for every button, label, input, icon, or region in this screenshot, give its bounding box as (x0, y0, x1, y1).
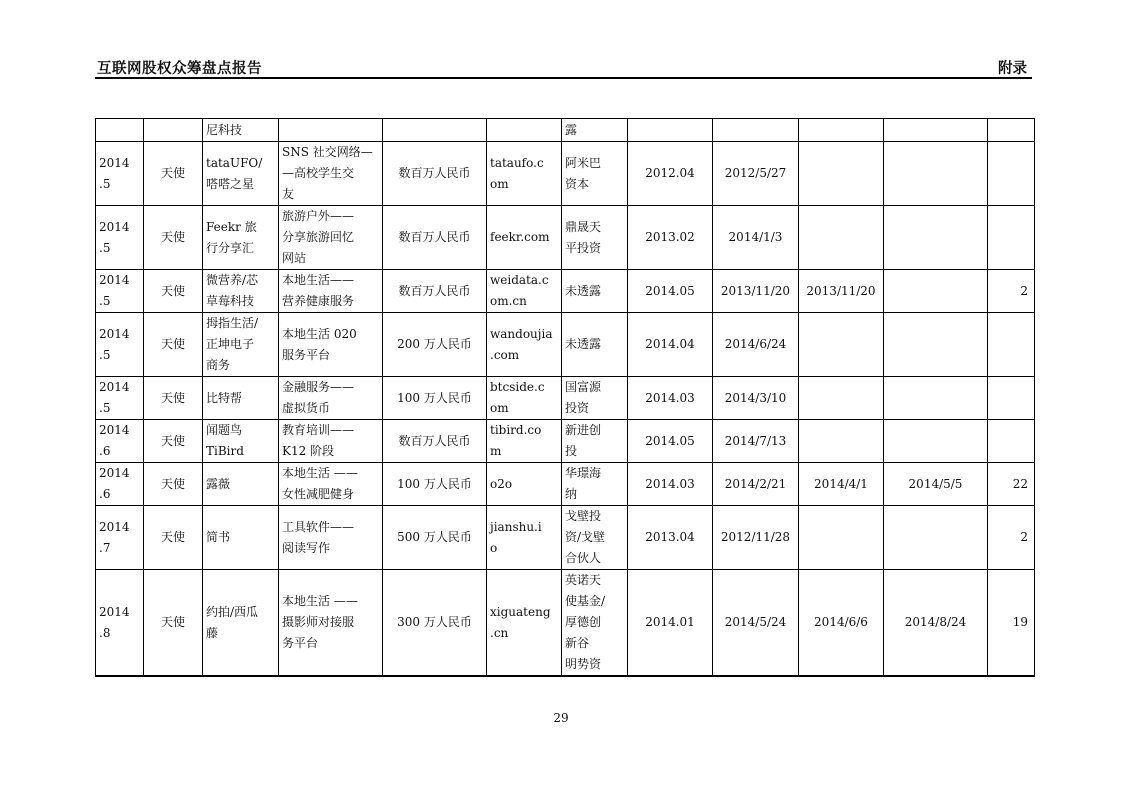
table-cell: 数百万人民币 (383, 420, 487, 463)
table-row (96, 206, 1035, 270)
table-cell (988, 206, 1035, 270)
table-row (96, 506, 1035, 570)
table-cell (884, 142, 988, 206)
table-cell: 2014/3/10 (713, 377, 799, 420)
table-cell: 尼科技 (203, 119, 279, 142)
table-cell: 2014.01 (628, 570, 713, 677)
table-cell: 戈壁投 资/戈壁 合伙人 (562, 506, 628, 570)
table-cell: 19 (988, 570, 1035, 677)
table-cell: 2014 .6 (96, 463, 144, 506)
table-cell: 简书 (203, 506, 279, 570)
table-cell (799, 506, 884, 570)
table-cell: 2014/1/3 (713, 206, 799, 270)
table-cell: 2014 .8 (96, 570, 144, 677)
table-cell: 300 万人民币 (383, 570, 487, 677)
table-cell: btcside.c om (487, 377, 562, 420)
table-cell (383, 119, 487, 142)
table-cell: 2014/4/1 (799, 463, 884, 506)
table-cell (279, 119, 383, 142)
table-cell: 天使 (144, 463, 203, 506)
table-cell: 拇指生活/ 正坤电子 商务 (203, 313, 279, 377)
table-cell: 2013.04 (628, 506, 713, 570)
table-cell (799, 206, 884, 270)
table-cell: tataufo.c om (487, 142, 562, 206)
table-row (96, 142, 1035, 206)
table-cell (988, 420, 1035, 463)
table-cell: 未透露 (562, 270, 628, 313)
table-cell: 2 (988, 506, 1035, 570)
table-cell: 本地生活 020 服务平台 (279, 313, 383, 377)
table-cell: 未透露 (562, 313, 628, 377)
section-label: 附录 (998, 61, 1027, 77)
table-cell (884, 506, 988, 570)
funding-table (95, 118, 1035, 677)
table-cell: 英诺天 使基金/ 厚德创 新谷 明势资 (562, 570, 628, 677)
table-cell (884, 270, 988, 313)
table-cell: 500 万人民币 (383, 506, 487, 570)
table-cell: o2o (487, 463, 562, 506)
table-cell: 数百万人民币 (383, 270, 487, 313)
table-cell: 2014 .5 (96, 377, 144, 420)
table-cell: 2014 .5 (96, 313, 144, 377)
table-cell: jianshu.i o (487, 506, 562, 570)
table-cell: 本地生活 —— 女性减肥健身 (279, 463, 383, 506)
table-cell: 2014.03 (628, 377, 713, 420)
table-cell (884, 206, 988, 270)
table-cell (144, 119, 203, 142)
table-cell (799, 377, 884, 420)
table-row (96, 377, 1035, 420)
table-cell: 天使 (144, 420, 203, 463)
table-cell: 2014 .7 (96, 506, 144, 570)
table-cell: 2014/2/21 (713, 463, 799, 506)
table-row (96, 463, 1035, 506)
table-cell (884, 377, 988, 420)
table-cell: weidata.c om.cn (487, 270, 562, 313)
table-body (96, 119, 1035, 677)
table-cell: 2012/11/28 (713, 506, 799, 570)
table-cell: 100 万人民币 (383, 463, 487, 506)
table-cell: 工具软件—— 阅读写作 (279, 506, 383, 570)
table-cell: 露薇 (203, 463, 279, 506)
table-cell: 华璟海 纳 (562, 463, 628, 506)
table-cell: 旅游户外—— 分享旅游回忆 网站 (279, 206, 383, 270)
table-cell: 本地生活 —— 摄影师对接服 务平台 (279, 570, 383, 677)
table-cell: 天使 (144, 570, 203, 677)
table-cell: 阿米巴 资本 (562, 142, 628, 206)
table-cell: 比特帮 (203, 377, 279, 420)
table-cell: 2014 .5 (96, 142, 144, 206)
table-cell: 天使 (144, 142, 203, 206)
page-number: 29 (553, 711, 569, 725)
table-cell (96, 119, 144, 142)
table-cell: 2013/11/20 (799, 270, 884, 313)
table-row (96, 313, 1035, 377)
table-cell: SNS 社交网络— —高校学生交 友 (279, 142, 383, 206)
table-cell: 2012.04 (628, 142, 713, 206)
table-cell (884, 313, 988, 377)
table-cell: 数百万人民币 (383, 142, 487, 206)
table-cell (628, 119, 713, 142)
table-cell: tataUFO/ 嗒嗒之星 (203, 142, 279, 206)
table-cell: 天使 (144, 506, 203, 570)
table-cell: 2014/5/5 (884, 463, 988, 506)
table-cell: xiguateng .cn (487, 570, 562, 677)
table-cell: 天使 (144, 206, 203, 270)
table-cell: 金融服务—— 虚拟货币 (279, 377, 383, 420)
table-cell: 2014/7/13 (713, 420, 799, 463)
table-cell: 数百万人民币 (383, 206, 487, 270)
table-cell: 2014 .5 (96, 206, 144, 270)
table-cell (988, 119, 1035, 142)
header-divider (95, 77, 1032, 79)
table-cell: 2014.05 (628, 420, 713, 463)
table-cell: Feekr 旅 行分享汇 (203, 206, 279, 270)
table-cell: 2014/6/24 (713, 313, 799, 377)
table-row (96, 570, 1035, 677)
table-cell (988, 377, 1035, 420)
table-cell: 2013/11/20 (713, 270, 799, 313)
table-cell: feekr.com (487, 206, 562, 270)
table-cell: 2014 .6 (96, 420, 144, 463)
table-cell: 2014.05 (628, 270, 713, 313)
table-cell: 200 万人民币 (383, 313, 487, 377)
table-cell: 2014/8/24 (884, 570, 988, 677)
table-cell: 天使 (144, 377, 203, 420)
report-title: 互联网股权众筹盘点报告 (97, 61, 262, 77)
table-cell: 2012/5/27 (713, 142, 799, 206)
table-cell: 2014 .5 (96, 270, 144, 313)
table-row (96, 119, 1035, 142)
table-cell: 22 (988, 463, 1035, 506)
table-cell (799, 119, 884, 142)
table-cell (487, 119, 562, 142)
table-cell: 100 万人民币 (383, 377, 487, 420)
table-cell: wandoujia .com (487, 313, 562, 377)
table-row (96, 270, 1035, 313)
table-cell (713, 119, 799, 142)
table-cell (884, 420, 988, 463)
table-cell: 天使 (144, 313, 203, 377)
table-cell: 露 (562, 119, 628, 142)
table-cell: 2014.04 (628, 313, 713, 377)
table-cell: tibird.co m (487, 420, 562, 463)
table-cell: 约拍/西瓜 藤 (203, 570, 279, 677)
table-cell: 2014/5/24 (713, 570, 799, 677)
table-cell: 闻题鸟 TiBird (203, 420, 279, 463)
table-cell (988, 313, 1035, 377)
table-row (96, 420, 1035, 463)
table-cell: 天使 (144, 270, 203, 313)
table-cell: 国富源 投资 (562, 377, 628, 420)
table-cell: 微营养/芯 草莓科技 (203, 270, 279, 313)
table-cell: 2014.03 (628, 463, 713, 506)
table-cell: 本地生活—— 营养健康服务 (279, 270, 383, 313)
table-cell (988, 142, 1035, 206)
table-cell: 鼎晟天 平投资 (562, 206, 628, 270)
table-cell (799, 142, 884, 206)
table-cell: 2 (988, 270, 1035, 313)
table-cell (799, 420, 884, 463)
table-cell: 新进创 投 (562, 420, 628, 463)
table-cell (799, 313, 884, 377)
table-cell: 2013.02 (628, 206, 713, 270)
table-cell: 2014/6/6 (799, 570, 884, 677)
table-cell (884, 119, 988, 142)
table-cell: 教育培训—— K12 阶段 (279, 420, 383, 463)
